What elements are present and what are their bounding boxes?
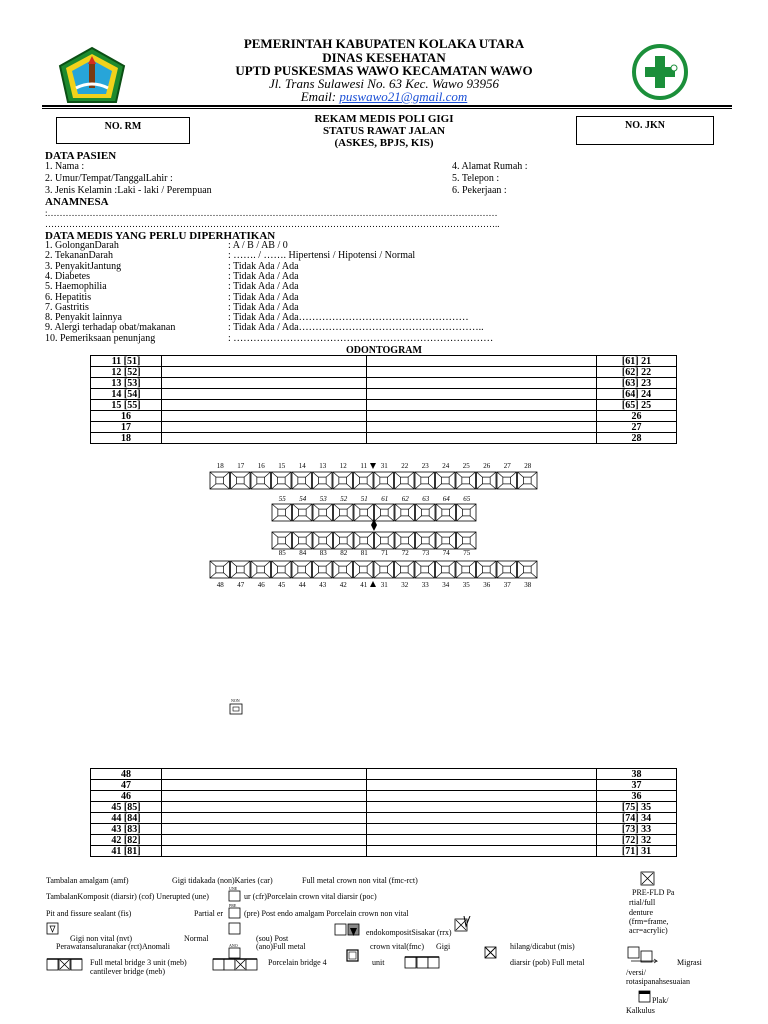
- legend-fis: Pit and fissure sealant (fis): [46, 909, 132, 918]
- tooth-surface-box[interactable]: [395, 504, 415, 521]
- tooth-number-right: [64] 24: [597, 389, 677, 400]
- tooth-note-left[interactable]: [162, 791, 367, 802]
- tooth-surface-box[interactable]: [293, 504, 313, 521]
- odontogram-row: [91, 411, 677, 422]
- legend-denture: denture: [629, 908, 653, 917]
- tooth-number-label: 28: [524, 462, 532, 470]
- tooth-note-right[interactable]: [367, 422, 597, 433]
- odontogram-row: [91, 824, 677, 835]
- tooth-number-label: 85: [278, 549, 286, 557]
- tooth-note-left[interactable]: [162, 433, 367, 444]
- tooth-note-right[interactable]: [367, 356, 597, 367]
- tooth-note-left[interactable]: [162, 813, 367, 824]
- une-tag: UNE: [229, 886, 238, 891]
- tooth-number-label: 15: [278, 462, 286, 470]
- legend-partial: Partial er: [194, 909, 224, 918]
- data-pasien-title: DATA PASIEN: [45, 150, 117, 162]
- tooth-number-label: 53: [319, 495, 327, 503]
- tooth-surface-box[interactable]: [272, 504, 292, 521]
- tooth-number-left: 15 [55]: [91, 400, 162, 411]
- legend-mis: hilang/dicabut (mis): [510, 942, 575, 951]
- tooth-surface-box[interactable]: [313, 504, 333, 521]
- pob-icon: [212, 956, 260, 972]
- tooth-surface-box[interactable]: [272, 472, 292, 489]
- tooth-surface-box[interactable]: [354, 504, 374, 521]
- pasien-umur[interactable]: 2. Umur/Tempat/TanggalLahir :: [45, 173, 173, 184]
- medis-item-label: 2. TekananDarah: [45, 250, 113, 262]
- tooth-surface-box[interactable]: [231, 561, 251, 578]
- legend-migrasi: Migrasi: [677, 958, 702, 967]
- tooth-number-label: 43: [319, 581, 327, 589]
- odontogram-row: [91, 846, 677, 857]
- medis-item-label: 7. Gastritis: [45, 301, 89, 313]
- midline-arrow-up-icon: [370, 581, 376, 587]
- tooth-surface-box[interactable]: [436, 472, 456, 489]
- legend-pob-diarsir: diarsir (pob) Full metal: [510, 958, 585, 967]
- medis-item-label: 5. Haemophilia: [45, 281, 107, 293]
- tooth-number-left: 17: [91, 422, 162, 433]
- tooth-number-label: 36: [483, 581, 491, 589]
- medis-item-label: 6. Hepatitis: [45, 291, 92, 303]
- tooth-number-label: 14: [298, 462, 306, 470]
- header-line2: DINAS KESEHATAN: [322, 50, 446, 65]
- tooth-number-left: 14 [54]: [91, 389, 162, 400]
- legend-fmc-rct: Full metal crown non vital (fmc-rct): [302, 876, 418, 885]
- tooth-number-label: 13: [319, 462, 327, 470]
- tooth-surface-box[interactable]: [456, 472, 476, 489]
- tooth-surface-box[interactable]: [477, 561, 497, 578]
- form-title-line2: STATUS RAWAT JALAN: [322, 125, 446, 137]
- tooth-number-label: 38: [524, 581, 532, 589]
- odontogram-row: [91, 791, 677, 802]
- tooth-number-label: 75: [463, 549, 471, 557]
- tooth-number-right: 38: [597, 769, 677, 780]
- tooth-number-right: [71] 31: [597, 846, 677, 857]
- no-jkn-label: NO. JKN: [625, 120, 665, 131]
- tooth-surface-box[interactable]: [293, 532, 313, 549]
- tooth-number-right: [74] 34: [597, 813, 677, 824]
- tooth-surface-box[interactable]: [497, 561, 517, 578]
- legend-versi: /versi/: [626, 968, 646, 977]
- tooth-number-label: 71: [381, 549, 389, 557]
- legend-cfr-poc: ur (cfr)Porcelain crown vital diarsir (poc): [244, 892, 377, 901]
- tooth-number-left: 18: [91, 433, 162, 444]
- tooth-surface-box[interactable]: [292, 472, 312, 489]
- legend-unit: unit: [372, 958, 385, 967]
- legend-frame: (frm=frame,: [629, 917, 669, 926]
- tooth-surface-box[interactable]: [477, 472, 497, 489]
- tooth-note-left[interactable]: [162, 411, 367, 422]
- tooth-number-label: 42: [339, 581, 347, 589]
- legend-meb: Full metal bridge 3 unit (meb): [90, 958, 187, 967]
- anamnesa-title: ANAMNESA: [45, 196, 109, 208]
- odontogram-row: [91, 367, 677, 378]
- tooth-note-left[interactable]: [162, 769, 367, 780]
- tooth-number-label: 37: [503, 581, 511, 589]
- odontogram-row: [91, 835, 677, 846]
- poc-icon: [346, 949, 360, 963]
- tooth-note-right[interactable]: [367, 824, 597, 835]
- tooth-surface-box[interactable]: [334, 532, 354, 549]
- odontogram-row: [91, 802, 677, 813]
- tooth-number-right: [62] 22: [597, 367, 677, 378]
- legend-pob: Porcelain bridge 4: [268, 958, 327, 967]
- legend-cantilever: cantilever bridge (meb): [90, 967, 166, 976]
- tooth-note-right[interactable]: [367, 433, 597, 444]
- anamnesa-line-1[interactable]: :……………………………………………………………………………………………………………………………………: [45, 208, 498, 218]
- tooth-number-right: [61] 21: [597, 356, 677, 367]
- medis-item-value: : Tidak Ada / Ada: [228, 260, 299, 272]
- tooth-note-left[interactable]: [162, 422, 367, 433]
- tooth-number-label: 26: [483, 462, 491, 470]
- tooth-number-right: 26: [597, 411, 677, 422]
- tooth-note-left[interactable]: [162, 389, 367, 400]
- tooth-number-right: 27: [597, 422, 677, 433]
- tooth-surface-box[interactable]: [518, 561, 538, 578]
- header-email-line: [0, 89, 768, 104]
- no-rm-label: NO. RM: [104, 121, 142, 132]
- tooth-surface-box[interactable]: [313, 472, 333, 489]
- tooth-surface-box[interactable]: [395, 561, 415, 578]
- email-label: Email:: [300, 89, 337, 104]
- mis-icon: [454, 916, 472, 934]
- tooth-note-right[interactable]: [367, 780, 597, 791]
- tooth-number-right: 37: [597, 780, 677, 791]
- legend-normal: Normal: [184, 934, 209, 943]
- tooth-number-label: 31: [380, 462, 388, 470]
- tooth-number-label: 27: [503, 462, 511, 470]
- tooth-note-left[interactable]: [162, 400, 367, 411]
- email-link[interactable]: puswawo21@gmail.com: [339, 89, 468, 104]
- tooth-number-label: 48: [216, 581, 224, 589]
- medis-item[interactable]: [45, 334, 493, 344]
- tooth-surface-box[interactable]: [436, 504, 456, 521]
- tooth-number-label: 73: [422, 549, 430, 557]
- non-tooth-icon: [229, 698, 245, 716]
- legend-pre: (pre) Post endo amalgam Porcelain crown non vital: [244, 909, 409, 918]
- tooth-surface-box[interactable]: [415, 472, 435, 489]
- tooth-number-label: 64: [442, 495, 450, 503]
- tooth-surface-box[interactable]: [374, 472, 394, 489]
- odontogram-row: [91, 400, 677, 411]
- tooth-number-right: [65] 25: [597, 400, 677, 411]
- tooth-number-label: 63: [422, 495, 430, 503]
- tooth-number-label: 24: [442, 462, 450, 470]
- tooth-surface-box[interactable]: [334, 504, 354, 521]
- pre-tag: PRE: [229, 903, 237, 908]
- tooth-note-left[interactable]: [162, 802, 367, 813]
- tooth-surface-box[interactable]: [456, 561, 476, 578]
- tooth-number-label: 46: [257, 581, 265, 589]
- tooth-surface-box[interactable]: [457, 532, 477, 549]
- legend-sou: (sou) Post: [256, 934, 289, 943]
- tooth-surface-box[interactable]: [415, 561, 435, 578]
- pasien-jenis-kelamin[interactable]: 3. Jenis Kelamin :Laki - laki / Perempuan: [45, 185, 212, 196]
- midline-arrow-down-icon: [371, 525, 377, 531]
- header-address: Jl. Trans Sulawesi No. 63 Kec. Wawo 93956: [269, 76, 499, 91]
- tooth-number-label: 54: [299, 495, 307, 503]
- anamnesa-line-2[interactable]: ……………………………………………………………………………………………………………………………………..: [45, 219, 500, 229]
- odontogram-row: [91, 422, 677, 433]
- tooth-surface-box[interactable]: [210, 561, 230, 578]
- tooth-surface-box[interactable]: [395, 472, 415, 489]
- medis-item-value: : Tidak Ada / Ada……………………………………………: [228, 312, 469, 324]
- tooth-note-right[interactable]: [367, 411, 597, 422]
- tooth-number-left: 48: [91, 769, 162, 780]
- legend-fmc: crown vital(fmc): [370, 942, 424, 951]
- tooth-number-label: 45: [278, 581, 286, 589]
- tooth-number-left: 47: [91, 780, 162, 791]
- tooth-number-left: 11 [51]: [91, 356, 162, 367]
- tooth-surface-box[interactable]: [395, 532, 415, 549]
- tooth-number-label: 16: [257, 462, 265, 470]
- tooth-surface-box[interactable]: [292, 561, 312, 578]
- tooth-number-right: [73] 33: [597, 824, 677, 835]
- tooth-surface-box[interactable]: [416, 532, 436, 549]
- data-medis-title: DATA MEDIS YANG PERLU DIPERHATIKAN: [45, 230, 276, 242]
- medis-item-value: : A / B / AB / 0: [228, 240, 288, 251]
- odontogram-upper-table: [90, 355, 677, 444]
- odontogram-row: [91, 389, 677, 400]
- tooth-number-label: 22: [401, 462, 409, 470]
- form-title-line1: REKAM MEDIS POLI GIGI: [314, 113, 454, 125]
- tooth-number-right: [75] 35: [597, 802, 677, 813]
- odontogram-row: [91, 769, 677, 780]
- legend-nvt: Gigi non vital (nvt): [70, 934, 132, 943]
- tooth-surface-box[interactable]: [375, 532, 395, 549]
- tooth-number-left: 44 [84]: [91, 813, 162, 824]
- medis-item-value: : ……………………………………………………………………: [228, 332, 494, 344]
- medis-item-value: : ……. / ……. Hipertensi / Hipotensi / Normal: [228, 250, 416, 262]
- tooth-number-right: [72] 32: [597, 835, 677, 846]
- legend-rct-ano: Perawatansaluranakar (rct)Anomali: [56, 942, 170, 951]
- tooth-surface-box[interactable]: [251, 472, 271, 489]
- medis-item-label: 9. Alergi terhadap obat/makanan: [45, 322, 176, 334]
- tooth-note-left[interactable]: [162, 367, 367, 378]
- tooth-note-right[interactable]: [367, 378, 597, 389]
- pasien-telepon[interactable]: 5. Telepon :: [452, 173, 500, 184]
- pasien-alamat[interactable]: 4. Alamat Rumah :: [452, 161, 528, 172]
- tooth-number-label: 31: [380, 581, 388, 589]
- tooth-number-label: 65: [463, 495, 471, 503]
- mis-x-icon: [484, 946, 498, 960]
- tooth-surface-box[interactable]: [313, 532, 333, 549]
- odontogram-row: [91, 813, 677, 824]
- tooth-surface-box[interactable]: [272, 561, 292, 578]
- medis-item-label: 10. Pemeriksaan penunjang: [45, 332, 156, 344]
- tooth-note-right[interactable]: [367, 769, 597, 780]
- tooth-surface-box[interactable]: [354, 532, 374, 549]
- tooth-surface-box[interactable]: [313, 561, 333, 578]
- tooth-note-left[interactable]: [162, 780, 367, 791]
- medis-item-label: 8. Penyakit lainnya: [45, 312, 122, 324]
- odontogram-row: [91, 378, 677, 389]
- tooth-number-label: 84: [299, 549, 307, 557]
- medis-item-value: : Tidak Ada / Ada: [228, 291, 299, 303]
- tooth-number-label: 18: [216, 462, 224, 470]
- tooth-surface-box[interactable]: [333, 472, 353, 489]
- header-divider: [42, 105, 732, 109]
- tooth-number-label: 34: [442, 581, 450, 589]
- form-title: [0, 113, 768, 149]
- tooth-note-right[interactable]: [367, 367, 597, 378]
- tooth-number-left: 16: [91, 411, 162, 422]
- tooth-number-left: 45 [85]: [91, 802, 162, 813]
- unit-bridge-icon: [404, 954, 440, 970]
- tooth-note-right[interactable]: [367, 389, 597, 400]
- tooth-number-label: 47: [237, 581, 245, 589]
- tooth-number-label: 41: [360, 581, 368, 589]
- medis-item-value: : Tidak Ada / Ada: [228, 270, 299, 282]
- rrx-icon: [334, 922, 362, 938]
- tooth-surface-box[interactable]: [354, 561, 374, 578]
- tooth-chart-svg: [0, 458, 768, 598]
- tooth-number-label: 11: [360, 462, 368, 470]
- tooth-number-label: 32: [401, 581, 409, 589]
- tooth-note-left[interactable]: [162, 378, 367, 389]
- tooth-number-label: 12: [339, 462, 347, 470]
- tooth-surface-box[interactable]: [231, 472, 251, 489]
- tooth-surface-box[interactable]: [457, 504, 477, 521]
- tooth-note-left[interactable]: [162, 835, 367, 846]
- tooth-surface-box[interactable]: [272, 532, 292, 549]
- tooth-number-left: 13 [53]: [91, 378, 162, 389]
- tooth-number-label: 51: [360, 495, 368, 503]
- odontogram-row: [91, 780, 677, 791]
- pasien-pekerjaan[interactable]: 6. Pekerjaan :: [452, 185, 507, 196]
- tooth-surface-box[interactable]: [210, 472, 230, 489]
- tooth-surface-box[interactable]: [416, 504, 436, 521]
- odontogram-row: [91, 356, 677, 367]
- tooth-surface-box[interactable]: [436, 532, 456, 549]
- tooth-number-label: 81: [360, 549, 368, 557]
- legend-acrylic: acr=acrylic): [629, 926, 668, 935]
- tooth-surface-box[interactable]: [333, 561, 353, 578]
- odontogram-row: [91, 433, 677, 444]
- non-label: NON: [231, 698, 240, 703]
- tooth-number-left: 42 [82]: [91, 835, 162, 846]
- tooth-number-label: 25: [462, 462, 470, 470]
- tooth-number-label: 83: [319, 549, 327, 557]
- tooth-number-left: 41 [81]: [91, 846, 162, 857]
- header-line3: UPTD PUSKESMAS WAWO KECAMATAN WAWO: [235, 63, 533, 78]
- tooth-number-label: 17: [237, 462, 245, 470]
- tooth-number-label: 55: [278, 495, 286, 503]
- nvt-icon: [46, 922, 60, 936]
- tooth-surface-box[interactable]: [497, 472, 517, 489]
- tooth-surface-box[interactable]: [374, 561, 394, 578]
- tooth-number-left: 43 [83]: [91, 824, 162, 835]
- tooth-note-right[interactable]: [367, 835, 597, 846]
- tooth-surface-box[interactable]: [251, 561, 271, 578]
- medis-item-value: : Tidak Ada / Ada………………………………………………..: [228, 322, 484, 334]
- tooth-chart: [0, 458, 768, 598]
- tooth-number-left: 46: [91, 791, 162, 802]
- pre-icon: [228, 903, 242, 919]
- tooth-note-right[interactable]: [367, 791, 597, 802]
- legend-partial-full: rtial/full: [629, 898, 656, 907]
- medis-item-value: : Tidak Ada / Ada: [228, 301, 299, 313]
- odontogram-lower-table: [90, 768, 677, 857]
- legend-rotasi: rotasipanahsesuaian: [626, 977, 690, 986]
- tooth-note-right[interactable]: [367, 813, 597, 824]
- une-icon: [228, 886, 242, 902]
- tooth-surface-box[interactable]: [436, 561, 456, 578]
- tooth-number-label: 72: [401, 549, 409, 557]
- legend-gigi: Gigi: [436, 942, 451, 951]
- legend-kalkulus: Kalkulus: [626, 1006, 655, 1015]
- tooth-note-right[interactable]: [367, 802, 597, 813]
- tooth-number-label: 23: [421, 462, 429, 470]
- tooth-surface-box[interactable]: [518, 472, 538, 489]
- tooth-number-label: 52: [340, 495, 348, 503]
- tooth-number-left: 12 [52]: [91, 367, 162, 378]
- tooth-number-label: 61: [381, 495, 389, 503]
- legend-non-car: Gigi tidakada (non)Karies (car): [172, 876, 273, 885]
- legend-cof-une: TambalanKomposit (diarsir) (cof) Unerupted (une): [46, 892, 209, 901]
- legend-rrx: endokompositSisakar (rrx): [366, 928, 452, 937]
- medis-item-label: 4. Diabetes: [45, 270, 90, 282]
- midline-arrow-down-icon: [370, 463, 376, 469]
- legend-ano: (ano)Full metal: [256, 942, 306, 951]
- tooth-number-right: [63] 23: [597, 378, 677, 389]
- migrasi-icon: [627, 945, 661, 965]
- odontogram-title: ODONTOGRAM: [346, 345, 422, 356]
- tooth-number-label: 62: [401, 495, 409, 503]
- tooth-note-left[interactable]: [162, 356, 367, 367]
- pasien-nama[interactable]: 1. Nama :: [45, 161, 85, 172]
- form-title-line3: (ASKES, BPJS, KIS): [334, 137, 434, 149]
- tooth-surface-box[interactable]: [375, 504, 395, 521]
- meb-icon: [46, 956, 86, 972]
- tooth-note-right[interactable]: [367, 400, 597, 411]
- legend-prefld: PRE-FLD Pa: [632, 888, 675, 897]
- header-line1: PEMERINTAH KABUPATEN KOLAKA UTARA: [243, 36, 525, 51]
- plak-icon: [638, 990, 652, 1004]
- tooth-number-label: 74: [442, 549, 450, 557]
- tooth-number-label: 82: [340, 549, 348, 557]
- legend-amf: Tambalan amalgam (amf): [46, 876, 129, 885]
- medis-item-label: 3. PenyakitJantung: [45, 260, 122, 272]
- ano-tag: ANO: [229, 943, 238, 948]
- medis-item-label: 1. GolonganDarah: [45, 240, 119, 251]
- sou-icon: [228, 922, 242, 936]
- tooth-number-right: 36: [597, 791, 677, 802]
- tooth-note-left[interactable]: [162, 846, 367, 857]
- tooth-surface-box[interactable]: [354, 472, 374, 489]
- tooth-number-label: 33: [421, 581, 429, 589]
- tooth-number-right: 28: [597, 433, 677, 444]
- tooth-note-left[interactable]: [162, 824, 367, 835]
- medis-item-value: : Tidak Ada / Ada: [228, 281, 299, 293]
- tooth-number-label: 35: [462, 581, 470, 589]
- legend-plak: Plak/: [652, 996, 669, 1005]
- tooth-note-right[interactable]: [367, 846, 597, 857]
- prefld-icon: [638, 870, 658, 890]
- tooth-number-label: 44: [298, 581, 306, 589]
